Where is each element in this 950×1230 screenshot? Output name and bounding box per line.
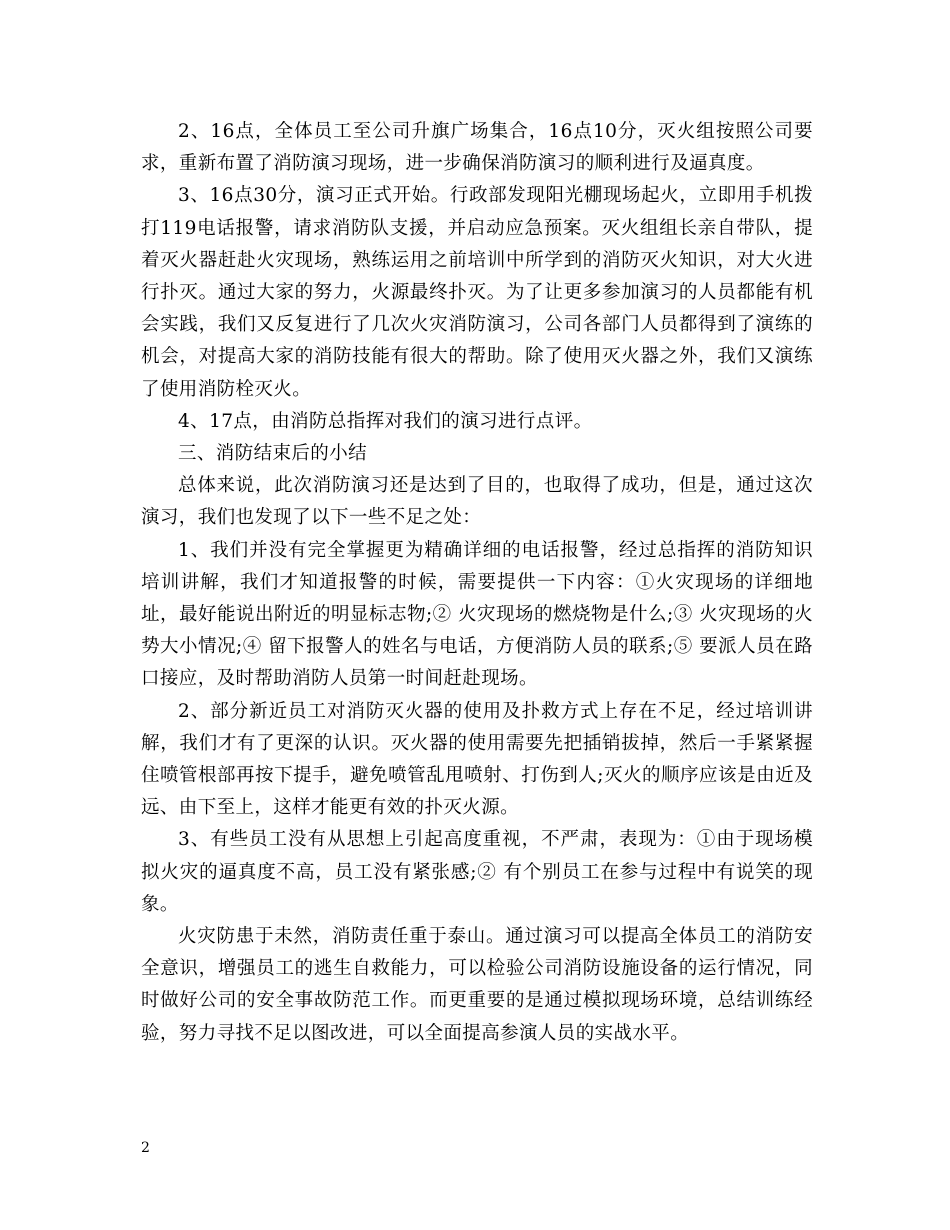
- paragraph-step-4: 4、17点，由消防总指挥对我们的演习进行点评。: [178, 410, 593, 432]
- paragraph-shortcoming-3: 3、有些员工没有从思想上引起高度重视，不严肃，表现为：①由于现场模拟火灾的逼真度不高，员工没有紧张感;② 有个别员工在参与过程中有说笑的现象。: [141, 829, 813, 915]
- paragraph-shortcoming-1: 1、我们并没有完全掌握更为精确详细的电话报警，经过总指挥的消防知识培训讲解，我们才知道报警的时候，需要提供一下内容：①火灾现场的详细地址，最好能说出附近的明显标志物;② 火灾现场的燃烧物是什么;③ 火灾现场的火势大小情况;④ 留下报警人的姓名与电话，方便消防人员的联系;⑤ 要派人员在路口接应，及时帮助消防人员第一时间赶赴现场。: [141, 539, 813, 690]
- section-heading-summary: 三、消防结束后的小结: [178, 443, 368, 465]
- page-number: 2: [141, 1140, 150, 1156]
- paragraph-step-3: 3、16点30分，演习正式开始。行政部发现阳光棚现场起火，立即用手机拨打119电话报警，请求消防队支援，并启动应急预案。灭火组组长亲自带队，提着灭火器赶赴火灾现场，熟练运用之前培训中所学到的消防灭火知识，对大火进行扑灭。通过大家的努力，火源最终扑灭。为了让更多参加演习的人员都能有机会实践，我们又反复进行了几次火灾消防演习，公司各部门人员都得到了演练的机会，对提高大家的消防技能有很大的帮助。除了使用灭火器之外，我们又演练了使用消防栓灭火。: [141, 185, 813, 400]
- paragraph-summary-intro: 总体来说，此次消防演习还是达到了目的，也取得了成功，但是，通过这次演习，我们也发现了以下一些不足之处：: [141, 475, 813, 529]
- paragraph-conclusion: 火灾防患于未然，消防责任重于泰山。通过演习可以提高全体员工的消防安全意识，增强员工的逃生自救能力，可以检验公司消防设施设备的运行情况，同时做好公司的安全事故防范工作。而更重要的是通过模拟现场环境，总结训练经验，努力寻找不足以图改进，可以全面提高参演人员的实战水平。: [141, 926, 813, 1044]
- paragraph-step-2: 2、16点，全体员工至公司升旗广场集合，16点10分，灭火组按照公司要求，重新布置了消防演习现场，进一步确保消防演习的顺利进行及逼真度。: [141, 121, 813, 175]
- document-body: [141, 116, 813, 1050]
- paragraph-shortcoming-2: 2、部分新近员工对消防灭火器的使用及扑救方式上存在不足，经过培训讲解，我们才有了更深的认识。灭火器的使用需要先把插销拔掉，然后一手紧紧握住喷管根部再按下提手，避免喷管乱甩喷射、打伤到人;灭火的顺序应该是由近及远、由下至上，这样才能更有效的扑灭火源。: [141, 700, 813, 819]
